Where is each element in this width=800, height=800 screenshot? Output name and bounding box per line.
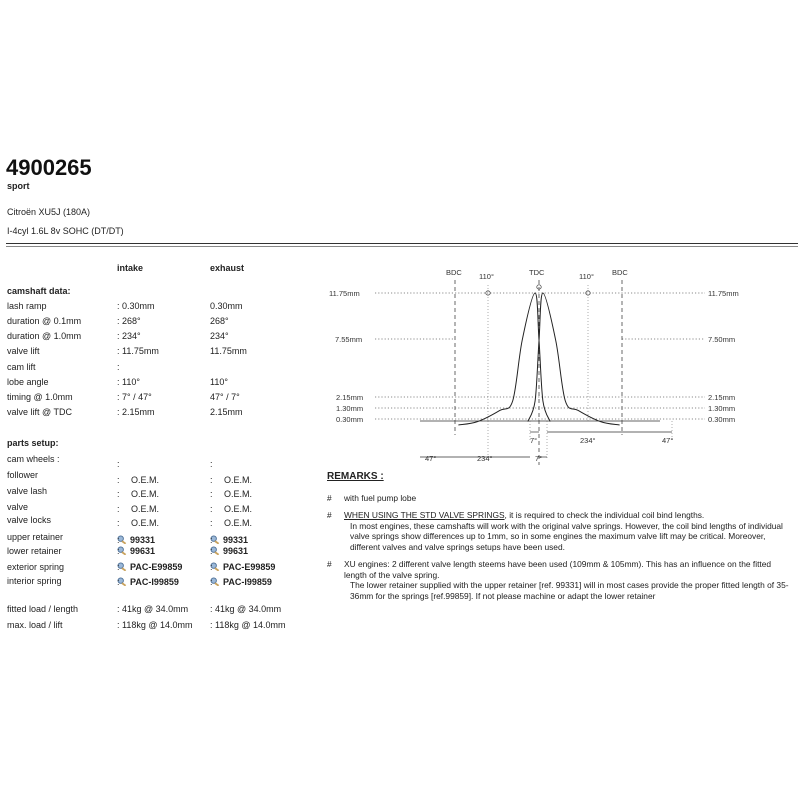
table-row xyxy=(7,515,307,529)
bdc-right-label: BDC xyxy=(612,268,628,277)
intake-value: O.E.M. xyxy=(131,475,160,485)
intake-peak-marker xyxy=(486,291,490,295)
table-row xyxy=(7,546,307,560)
right-label-1-30: 1.30mm xyxy=(708,404,736,413)
exhaust-value: O.E.M. xyxy=(224,518,253,528)
table-row xyxy=(7,532,307,546)
intake-colon: : xyxy=(117,518,120,528)
row-label: fitted load / length xyxy=(7,604,79,614)
right-label-2-15: 2.15mm xyxy=(708,393,736,402)
intake-value: : 234° xyxy=(117,331,141,341)
intake-colon: : xyxy=(117,577,120,587)
exhaust-value: : xyxy=(210,459,213,469)
row-label: valve lash xyxy=(7,486,48,496)
row-label: valve lift @ TDC xyxy=(7,407,72,417)
table-row xyxy=(7,502,307,516)
remark-text: with fuel pump lobe xyxy=(344,493,417,503)
row-label: exterior spring xyxy=(7,562,65,572)
dim-lower-left-label: 47° xyxy=(425,454,437,463)
row-label: follower xyxy=(7,470,39,480)
exhaust-part-number: PAC-I99859 xyxy=(223,577,272,587)
table-row xyxy=(7,562,307,576)
table-row xyxy=(7,604,307,618)
remark-body: In most engines, these camshafts will work with the original valve springs. However, the coil bind lengths of individual valve springs show differences up to 1mm, so in some engines the maximum valve lift may be critical. Moreover, different valves and valve springs setups have been used. xyxy=(350,520,783,552)
table-row xyxy=(7,392,307,406)
exhaust-value: 2.15mm xyxy=(210,407,243,417)
bdc-left-label: BDC xyxy=(446,268,462,277)
table-row xyxy=(7,301,307,315)
intake-lift-curve xyxy=(458,293,550,425)
remark-text: , it is required to check the individual coil bind lengths. xyxy=(504,510,705,520)
remark-text: XU engines: 2 different valve length steems have been used (109mm & 105mm). This has an influence on the fitted length of the valve spring. xyxy=(344,559,772,580)
exhaust-colon: : xyxy=(210,562,213,572)
remark-bullet: # xyxy=(327,493,332,503)
table-row xyxy=(7,470,307,484)
intake-colon: : xyxy=(117,475,120,485)
dim-upper-left-label: 7° xyxy=(530,436,538,445)
table-row xyxy=(7,346,307,360)
divider-thin xyxy=(6,246,798,247)
row-label: cam lift xyxy=(7,362,36,372)
row-label: valve locks xyxy=(7,515,52,525)
row-label: duration @ 1.0mm xyxy=(7,331,82,341)
row-label: lower retainer xyxy=(7,546,62,556)
dim-upper-right-label: 47° xyxy=(662,436,674,445)
table-row xyxy=(7,620,307,634)
remark-warning: WHEN USING THE STD VALVE SPRINGS xyxy=(344,510,505,520)
exhaust-colon: : xyxy=(210,546,213,556)
tdc-label: TDC xyxy=(529,268,545,277)
exhaust-peak-marker xyxy=(586,291,590,295)
subtitle: sport xyxy=(7,181,30,191)
exhaust-value: : 41kg @ 34.0mm xyxy=(210,604,282,614)
exhaust-column-heading: exhaust xyxy=(210,263,245,273)
exhaust-value: O.E.M. xyxy=(224,504,253,514)
exhaust-value: 234° xyxy=(210,331,229,341)
intake-part-number: 99631 xyxy=(130,546,156,556)
table-row xyxy=(7,407,307,421)
exhaust-colon: : xyxy=(210,518,213,528)
table-row xyxy=(7,316,307,330)
part-number: 4900265 xyxy=(6,155,92,180)
exhaust-value: : 118kg @ 14.0mm xyxy=(210,620,286,630)
left-label-0-30: 0.30mm xyxy=(336,415,364,424)
camshaft-data-heading: camshaft data: xyxy=(7,286,71,296)
engine-spec: I-4cyl 1.6L 8v SOHC (DT/DT) xyxy=(7,226,124,236)
intake-value: O.E.M. xyxy=(131,504,160,514)
table-row xyxy=(7,377,307,391)
intake-column-heading: intake xyxy=(117,263,144,273)
remark-bullet: # xyxy=(327,510,332,520)
exhaust-colon: : xyxy=(210,535,213,545)
left-label-7-55: 7.55mm xyxy=(335,335,363,344)
row-label: valve lift xyxy=(7,346,40,356)
dim-upper-middle-label: 234° xyxy=(580,436,596,445)
exhaust-value: 11.75mm xyxy=(210,346,247,356)
remark-body: The lower retainer supplied with the upper retainer [ref. 99331] will in most cases provide the proper fitted length of 35-36mm for the springs [ref.99859]. If not please machine or adapt the lower retainer xyxy=(350,580,789,601)
exhaust-colon: : xyxy=(210,504,213,514)
intake-value: : 268° xyxy=(117,316,141,326)
parts-setup-heading: parts setup: xyxy=(7,438,59,448)
row-label: cam wheels : xyxy=(7,454,60,464)
intake-value: : 2.15mm xyxy=(117,407,155,417)
row-label: lobe angle xyxy=(7,377,49,387)
intake-value: : xyxy=(117,459,120,469)
table-row xyxy=(7,362,307,376)
intake-value: O.E.M. xyxy=(131,489,160,499)
lobe-angle-left-label: 110° xyxy=(479,272,494,281)
exhaust-part-number: 99331 xyxy=(223,535,249,545)
exhaust-value: 47° / 7° xyxy=(210,392,240,402)
exhaust-part-number: 99631 xyxy=(223,546,249,556)
exhaust-value: 0.30mm xyxy=(210,301,243,311)
right-label-7-50: 7.50mm xyxy=(708,335,736,344)
intake-colon: : xyxy=(117,489,120,499)
row-label: upper retainer xyxy=(7,532,64,542)
remark-bullet: # xyxy=(327,559,332,569)
row-label: max. load / lift xyxy=(7,620,63,630)
exhaust-value: 110° xyxy=(210,377,228,387)
left-label-11-75: 11.75mm xyxy=(329,289,360,298)
exhaust-lift-curve xyxy=(528,293,620,425)
exhaust-colon: : xyxy=(210,577,213,587)
row-label: timing @ 1.0mm xyxy=(7,392,73,402)
exhaust-value: O.E.M. xyxy=(224,475,253,485)
vehicle-model: Citroën XU5J (180A) xyxy=(7,207,91,217)
exhaust-colon: : xyxy=(210,475,213,485)
intake-part-number: PAC-I99859 xyxy=(130,577,179,587)
dim-lower-middle-label: 234° xyxy=(477,454,493,463)
lobe-angle-right-label: 110° xyxy=(579,272,594,281)
exhaust-value: O.E.M. xyxy=(224,489,253,499)
table-row xyxy=(7,576,307,590)
row-label: lash ramp xyxy=(7,301,47,311)
intake-value: : xyxy=(117,362,120,372)
row-label: interior spring xyxy=(7,576,62,586)
row-label: valve xyxy=(7,502,29,512)
intake-colon: : xyxy=(117,504,120,514)
intake-colon: : xyxy=(117,535,120,545)
intake-value: : 0.30mm xyxy=(117,301,155,311)
intake-value: O.E.M. xyxy=(131,518,160,528)
intake-value: : 41kg @ 34.0mm xyxy=(117,604,189,614)
intake-value: : 11.75mm xyxy=(117,346,159,356)
intake-colon: : xyxy=(117,562,120,572)
table-row xyxy=(7,486,307,500)
left-label-2-15: 2.15mm xyxy=(336,393,364,402)
right-label-11-75: 11.75mm xyxy=(708,289,739,298)
intake-value: : 7° / 47° xyxy=(117,392,152,402)
intake-colon: : xyxy=(117,546,120,556)
left-label-1-30: 1.30mm xyxy=(336,404,364,413)
exhaust-part-number: PAC-E99859 xyxy=(223,562,276,572)
divider xyxy=(6,243,798,244)
table-row xyxy=(7,454,307,468)
table-row xyxy=(7,331,307,345)
intake-value: : 118kg @ 14.0mm xyxy=(117,620,193,630)
right-label-0-30: 0.30mm xyxy=(708,415,736,424)
exhaust-colon: : xyxy=(210,489,213,499)
intake-value: : 110° xyxy=(117,377,140,387)
row-label: duration @ 0.1mm xyxy=(7,316,82,326)
exhaust-value: 268° xyxy=(210,316,229,326)
intake-part-number: PAC-E99859 xyxy=(130,562,183,572)
dim-lower-right-label: 7° xyxy=(535,454,543,463)
intake-part-number: 99331 xyxy=(130,535,156,545)
tdc-marker xyxy=(537,285,541,289)
remarks-heading: REMARKS : xyxy=(327,471,384,482)
